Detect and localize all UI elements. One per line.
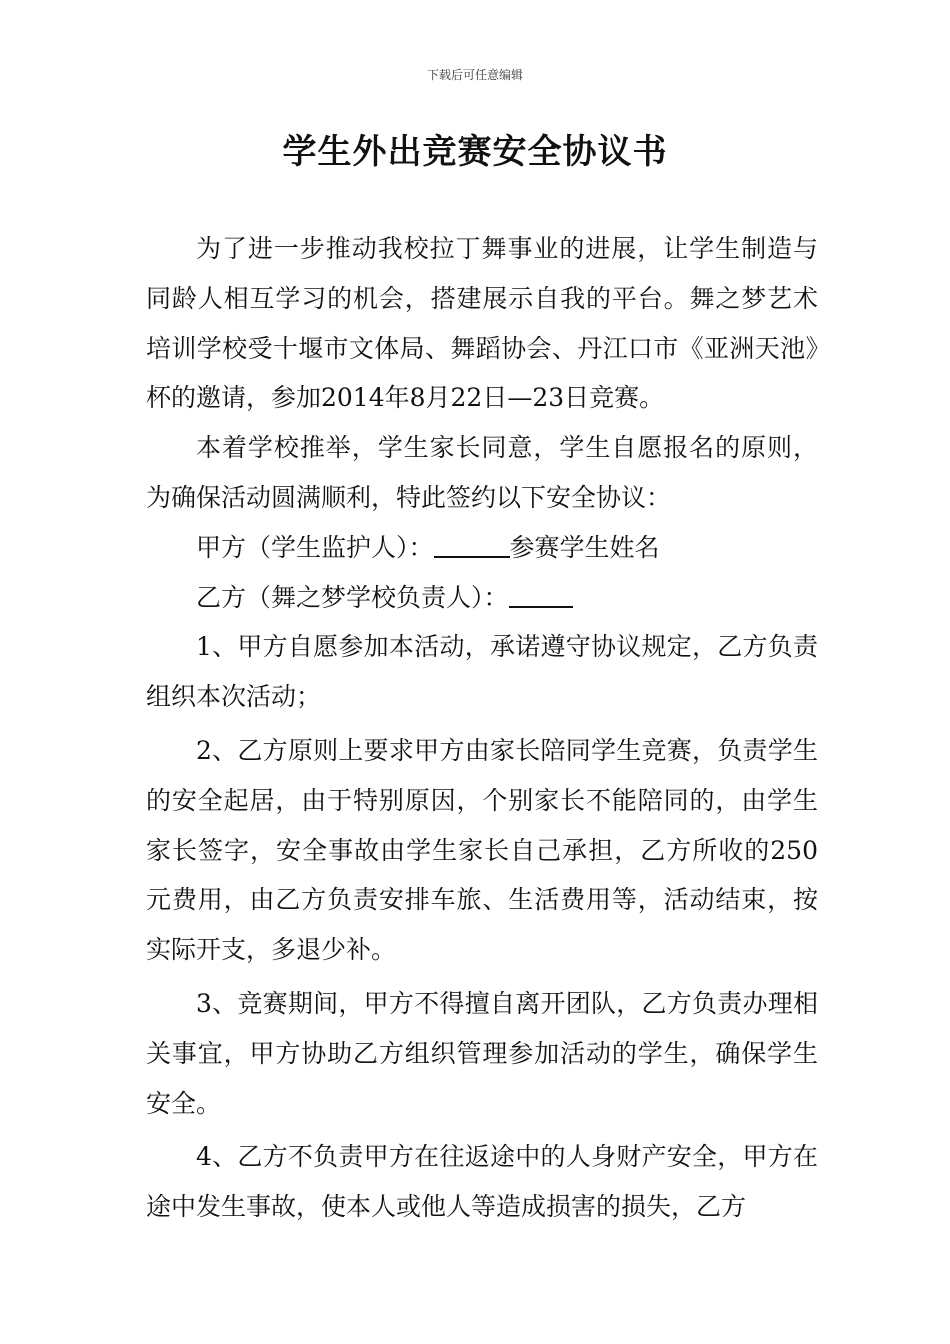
clause-2: 2、乙方原则上要求甲方由家长陪同学生竞赛，负责学生的安全起居，由于特别原因，个别家长不能陪同的，由学生家长签字，安全事故由学生家长自己承担，乙方所收的250元费用，由乙方负责安排车旅、生活费用等，活动结束，按实际开支，多退少补。 <box>146 735 818 965</box>
clause-4: 4、乙方不负责甲方在往返途中的人身财产安全，甲方在途中发生事故，使本人或他人等造成损害的损失，乙方 <box>146 1142 818 1222</box>
clause-1: 1、甲方自愿参加本活动，承诺遵守协议规定，乙方负责组织本次活动； <box>146 632 818 712</box>
party-b-blank[interactable] <box>509 580 573 608</box>
document-body <box>146 224 818 1232</box>
party-b-line <box>146 573 818 623</box>
header-note: 下载后可任意编辑 <box>426 68 523 82</box>
clause-3: 3、竞赛期间，甲方不得擅自离开团队，乙方负责办理相关事宜，甲方协助乙方组织管理参加活动的学生，确保学生安全。 <box>146 988 818 1118</box>
party-a-blank[interactable] <box>434 530 510 558</box>
party-a-suffix: 参赛学生姓名 <box>509 532 660 562</box>
intro-paragraph: 为了进一步推动我校拉丁舞事业的进展，让学生制造与同龄人相互学习的机会，搭建展示自我的平台。舞之梦艺术培训学校受十堰市文体局、舞蹈协会、丹江口市《亚洲天池》杯的邀请，参加2014年8月22日—23日竞赛。 <box>146 234 818 413</box>
principle-paragraph: 本着学校推举，学生家长同意，学生自愿报名的原则，为确保活动圆满顺利，特此签约以下安全协议： <box>146 433 818 512</box>
party-a-label: 甲方（学生监护人）： <box>196 532 434 562</box>
document-title: 学生外出竞赛安全协议书 <box>282 132 668 172</box>
party-b-label: 乙方（舞之梦学校负责人）： <box>196 582 509 612</box>
party-a-line <box>146 523 818 573</box>
